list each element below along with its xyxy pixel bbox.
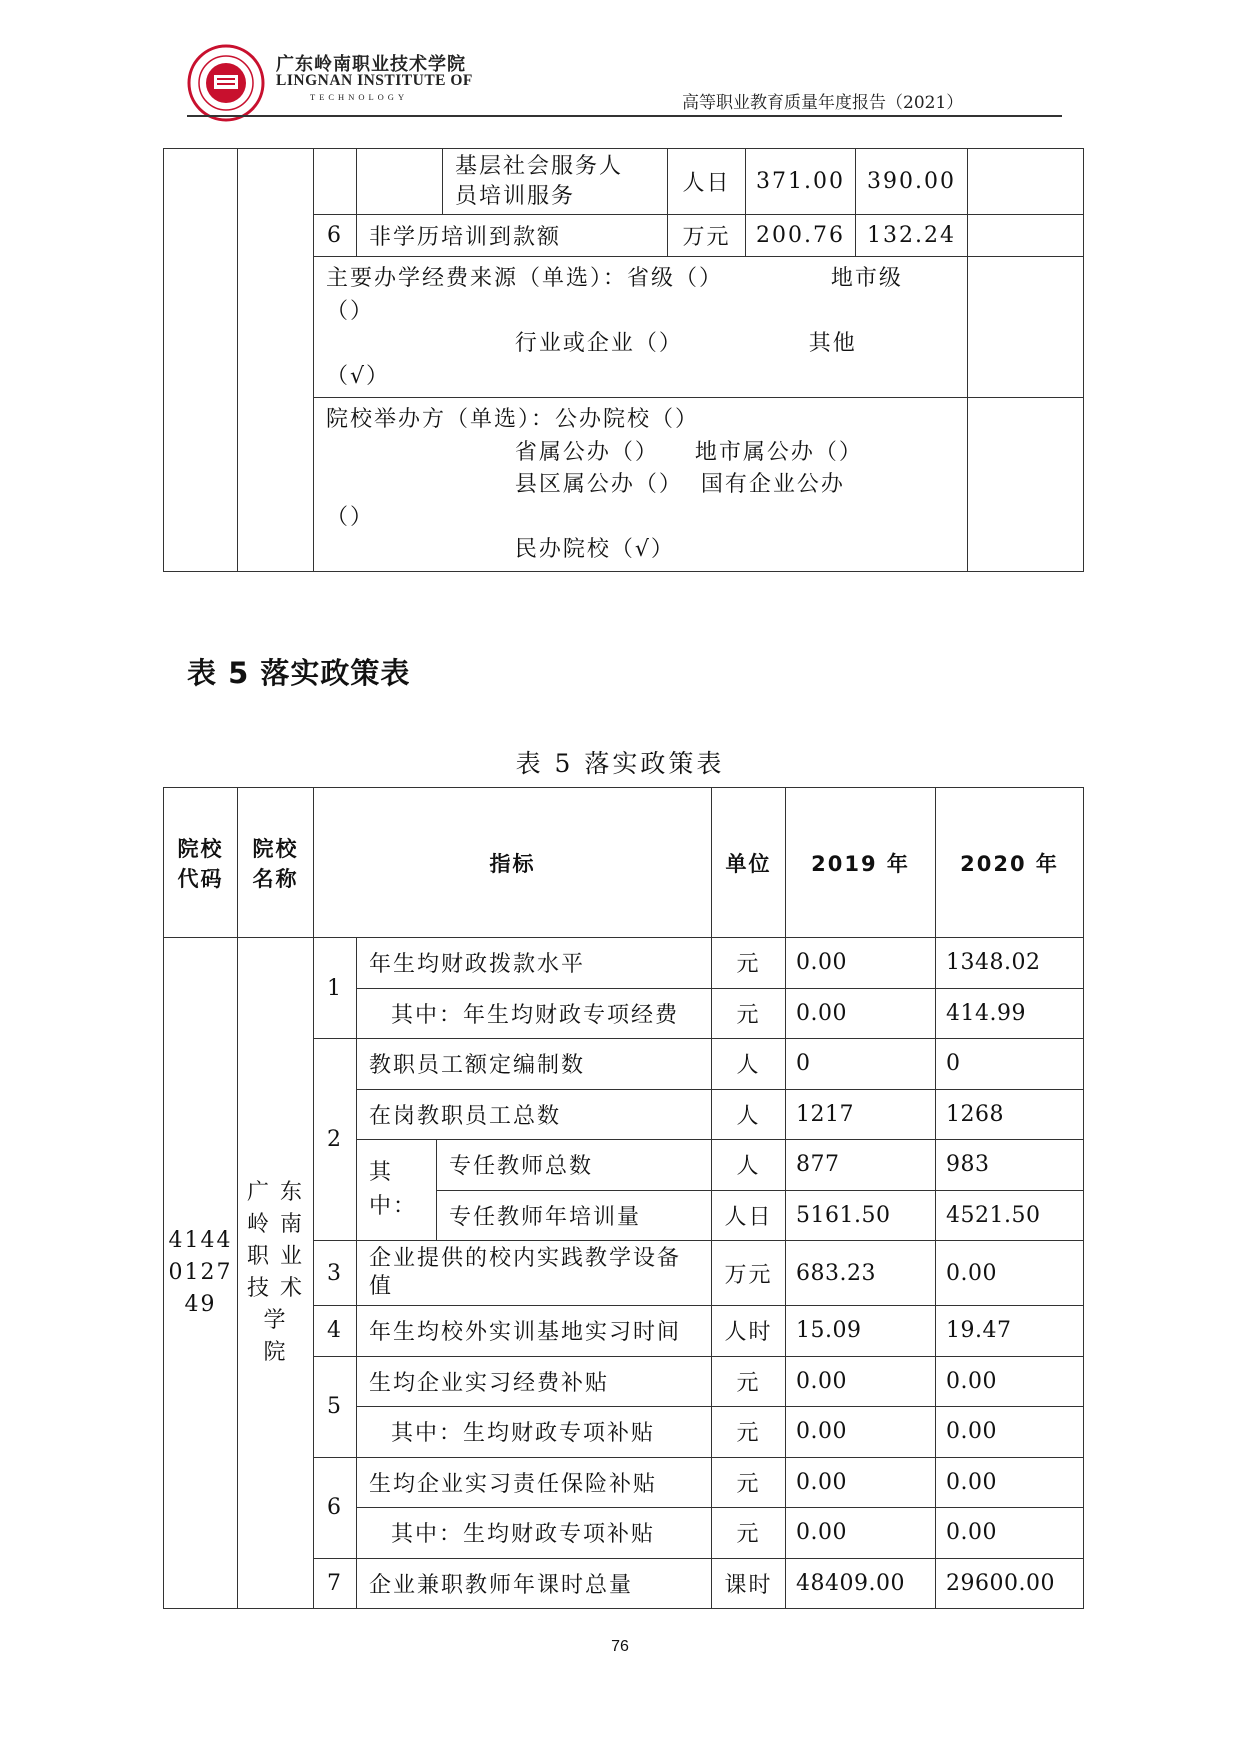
- item-label: 企业兼职教师年课时总量: [357, 1558, 712, 1609]
- sponsor-line: 县区属公办（） 国有企业公办: [326, 472, 845, 497]
- institute-logo: [187, 44, 265, 122]
- item-label: 员培训服务: [455, 183, 576, 209]
- item-label: 年生均校外实训基地实习时间: [357, 1306, 712, 1357]
- row-number: 3: [314, 1241, 357, 1306]
- value-2020: 29600.00: [936, 1558, 1084, 1609]
- value-2020: 1268: [936, 1089, 1084, 1140]
- row-number: 1: [314, 938, 357, 1039]
- item-label: 其中：生均财政专项补贴: [357, 1407, 712, 1458]
- unit-cell: 元: [712, 938, 786, 989]
- unit-cell: 元: [712, 988, 786, 1039]
- funding-line: （）: [326, 298, 375, 324]
- value-2020: 19.47: [936, 1306, 1084, 1357]
- value-2020: 0.00: [936, 1241, 1084, 1306]
- value-2019: 683.23: [786, 1241, 936, 1306]
- item-label: 企业提供的校内实践教学设备 值: [357, 1241, 712, 1306]
- item-label: 在岗教职员工总数: [357, 1089, 712, 1140]
- header-school-name: 院校 名称: [238, 788, 314, 938]
- unit-cell: 人: [712, 1039, 786, 1090]
- unit-cell: 人: [712, 1089, 786, 1140]
- item-label: 生均企业实习经费补贴: [357, 1356, 712, 1407]
- item-label: 其中：生均财政专项补贴: [357, 1508, 712, 1559]
- table-header-row: [164, 788, 1084, 938]
- row-number: 7: [314, 1558, 357, 1609]
- item-label: 教职员工额定编制数: [357, 1039, 712, 1090]
- unit-cell: 人日: [712, 1190, 786, 1241]
- item-label: 基层社会服务人: [455, 153, 624, 179]
- value-2020: 1348.02: [936, 938, 1084, 989]
- unit-cell: 万元: [668, 215, 746, 257]
- page-number: 76: [611, 1638, 629, 1655]
- header-school-code: 院校 代码: [164, 788, 238, 938]
- funding-source-cell: [314, 257, 968, 398]
- item-label: 生均企业实习责任保险补贴: [357, 1457, 712, 1508]
- sponsor-line: （）: [326, 504, 375, 530]
- unit-cell: 元: [712, 1356, 786, 1407]
- report-title: 高等职业教育质量年度报告（2021）: [682, 93, 964, 113]
- unit-cell: 万元: [712, 1241, 786, 1306]
- logo-english-name: LINGNAN INSTITUTE OF: [276, 72, 473, 89]
- value-2019: 1217: [786, 1089, 936, 1140]
- header-2019: 2019 年: [786, 788, 936, 938]
- value-2019: 877: [786, 1140, 936, 1191]
- sponsor-line: 省属公办（） 地市属公办（）: [326, 439, 863, 465]
- sponsor-line: 院校举办方（单选）：公办院校（）: [326, 407, 700, 432]
- sub-label-cell: 其 中：: [357, 1140, 437, 1241]
- value-2020: 0: [936, 1039, 1084, 1090]
- section-title: 表 5 落实政策表: [187, 656, 411, 690]
- continued-table: [163, 148, 1084, 572]
- value-2019: 0.00: [786, 1407, 936, 1458]
- item-label: 其中：年生均财政专项经费: [357, 988, 712, 1039]
- value-2019: 200.76: [746, 215, 856, 257]
- value-2019: 0.00: [786, 938, 936, 989]
- funding-line: 主要办学经费来源（单选）：省级（） 地市级: [326, 266, 903, 291]
- value-2020: 0.00: [936, 1407, 1084, 1458]
- school-code-cell: 4144 0127 49: [164, 938, 238, 1609]
- logo-chinese-name: 广东岭南职业技术学院: [276, 54, 466, 75]
- unit-cell: 元: [712, 1457, 786, 1508]
- table-row: [164, 938, 1084, 989]
- row-number: 6: [314, 215, 357, 257]
- header-2020: 2020 年: [936, 788, 1084, 938]
- value-2019: 0: [786, 1039, 936, 1090]
- item-label: 专任教师年培训量: [437, 1190, 712, 1241]
- funding-line: （√）: [326, 363, 391, 389]
- unit-cell: 课时: [712, 1558, 786, 1609]
- value-2019: 48409.00: [786, 1558, 936, 1609]
- unit-cell: 人时: [712, 1306, 786, 1357]
- value-2020: 4521.50: [936, 1190, 1084, 1241]
- value-2020: 983: [936, 1140, 1084, 1191]
- funding-line: 行业或企业（） 其他: [326, 331, 857, 356]
- value-2019: 0.00: [786, 1508, 936, 1559]
- header-divider: [187, 115, 1062, 117]
- row-number: 2: [314, 1039, 357, 1241]
- unit-cell: 人日: [668, 149, 746, 215]
- row-number: 5: [314, 1356, 357, 1457]
- table-caption: 表 5 落实政策表: [515, 749, 725, 778]
- value-2019: 371.00: [746, 149, 856, 215]
- value-2020: 414.99: [936, 988, 1084, 1039]
- unit-cell: 元: [712, 1508, 786, 1559]
- table-row: [164, 149, 1084, 215]
- item-label: 专任教师总数: [437, 1140, 712, 1191]
- sponsor-line: 民办院校（√）: [326, 537, 675, 562]
- value-2019: 5161.50: [786, 1190, 936, 1241]
- value-2019: 0.00: [786, 1356, 936, 1407]
- header-unit: 单位: [712, 788, 786, 938]
- row-number: 4: [314, 1306, 357, 1357]
- value-2020: 0.00: [936, 1508, 1084, 1559]
- value-2020: 0.00: [936, 1356, 1084, 1407]
- policy-table: [163, 787, 1084, 1609]
- item-label: 非学历培训到款额: [357, 215, 668, 257]
- value-2020: 0.00: [936, 1457, 1084, 1508]
- unit-cell: 人: [712, 1140, 786, 1191]
- item-label: 年生均财政拨款水平: [357, 938, 712, 989]
- school-name-cell: 广 东 岭 南 职 业 技 术 学 院: [238, 938, 314, 1609]
- unit-cell: 元: [712, 1407, 786, 1458]
- header-indicator: 指标: [314, 788, 712, 938]
- row-number: 6: [314, 1457, 357, 1558]
- value-2019: 15.09: [786, 1306, 936, 1357]
- logo-english-subname: TECHNOLOGY: [310, 92, 409, 102]
- sponsor-cell: [314, 398, 968, 572]
- value-2020: 390.00: [856, 149, 968, 215]
- value-2020: 132.24: [856, 215, 968, 257]
- value-2019: 0.00: [786, 1457, 936, 1508]
- value-2019: 0.00: [786, 988, 936, 1039]
